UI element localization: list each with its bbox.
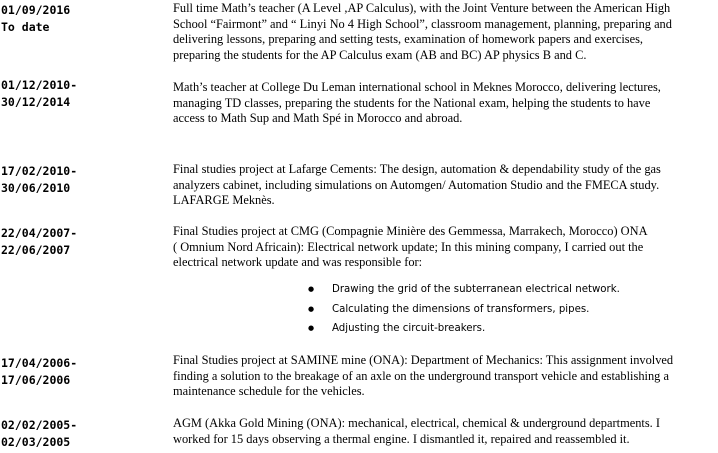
entry-description	[173, 80, 661, 127]
desc-line: ( Omnium Nord Africain): Electrical network update; In this mining company, I carried out the	[173, 239, 644, 254]
entry-date	[1, 225, 77, 259]
list-item: ● Adjusting the circuit-breakers.	[308, 319, 620, 339]
date-start: 01/12/2010-	[1, 78, 78, 92]
entry-description	[173, 224, 648, 271]
date-start: 17/02/2010-	[1, 164, 78, 178]
date-end: 30/12/2014	[1, 95, 71, 109]
responsibility-list	[308, 280, 620, 339]
list-item: ● Drawing the grid of the subterranean electrical network.	[308, 280, 620, 300]
desc-line: LAFARGE Meknès.	[173, 193, 275, 208]
desc-line: delivering lessons, preparing and setting tests, examination of homework papers and exercises,	[173, 32, 644, 47]
desc-line: analyzers cabinet, including simulations on Automgen/ Automation Studio and the FMECA study.	[173, 177, 660, 192]
entry-date	[1, 163, 77, 197]
entry-description	[173, 416, 660, 447]
entry-date	[1, 355, 77, 389]
date-end: 30/06/2010	[1, 181, 71, 195]
desc-line: Final studies project at Lafarge Cements: The design, automation & dependability study of the gas	[173, 162, 661, 176]
entry-description	[173, 162, 661, 209]
desc-line: Final Studies project at CMG (Compagnie Minière des Gemmessa, Marrakech, Morocco) ONA	[173, 224, 648, 238]
date-start: 22/04/2007-	[1, 226, 78, 240]
desc-line: Final Studies project at SAMINE mine (ONA): Department of Mechanics: This assignment involved	[173, 353, 674, 367]
desc-line: Full time Math’s teacher (A Level ,AP Calculus), with the Joint Venture between the American High	[173, 1, 671, 15]
desc-line: finding a solution to the breakage of an axle on the underground transport vehicle and establishing a	[173, 368, 669, 383]
desc-line: School “Fairmont” and “ Linyi No 4 High School”, classroom management, planning, preparing and	[173, 16, 672, 31]
date-start: 01/09/2016	[1, 3, 71, 17]
entry-date	[1, 2, 70, 36]
desc-line: maintenance schedule for the vehicles.	[173, 384, 365, 399]
entry-date	[1, 77, 77, 111]
desc-line: preparing the students for the AP Calculus exam (AB and BC) AP physics B and C.	[173, 47, 587, 62]
date-start: 02/02/2005-	[1, 418, 78, 432]
desc-line: access to Math Sup and Math Spé in Morocco and abroad.	[173, 111, 463, 126]
list-item: ● Calculating the dimensions of transformers, pipes.	[308, 300, 620, 320]
entry-date	[1, 417, 77, 451]
entry-description	[173, 353, 673, 400]
date-end: 02/03/2005	[1, 435, 71, 449]
date-start: 17/04/2006-	[1, 356, 78, 370]
desc-line: worked for 15 days observing a thermal engine. I dismantled it, repaired and reassembled it.	[173, 431, 630, 446]
desc-line: managing TD classes, preparing the students for the National exam, helping the students to have	[173, 95, 651, 110]
desc-line: electrical network update and was responsible for:	[173, 255, 423, 270]
desc-line: Math’s teacher at College Du Leman international school in Meknes Morocco, delivering lectures,	[173, 80, 661, 94]
desc-line: AGM (Akka Gold Mining (ONA): mechanical, electrical, chemical & underground departments. I	[173, 416, 660, 430]
date-end: 22/06/2007	[1, 243, 71, 257]
date-end: 17/06/2006	[1, 373, 71, 387]
date-end: To date	[1, 20, 50, 34]
entry-description	[173, 1, 672, 63]
